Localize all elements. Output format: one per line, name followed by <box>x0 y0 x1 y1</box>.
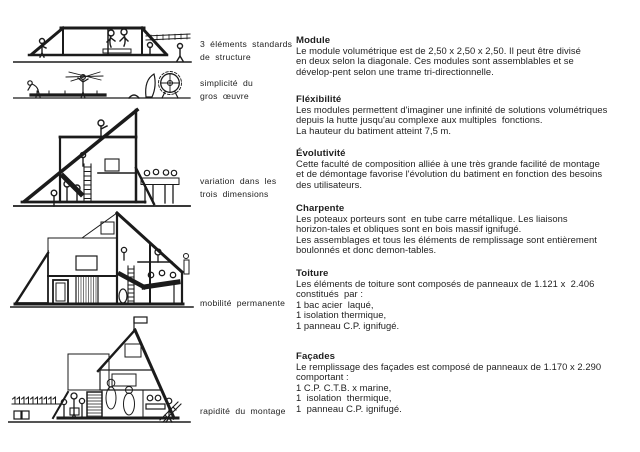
section-toiture <box>296 268 638 331</box>
door-with-slats <box>87 392 102 418</box>
body-line: 1 C.P. C.T.B. x marine, <box>296 381 392 393</box>
body-line: 1 isolation thermique, <box>296 309 387 321</box>
facade-dark-panel <box>68 354 109 390</box>
section-heading: Fléxibilité <box>296 94 342 105</box>
half-clad-building-section-sketch <box>10 210 195 310</box>
body-line: Les poteaux porteurs sont en tube carre métallique. Les liaisons <box>296 213 568 224</box>
body-line: Les modules permettent d'imaginer une infinité de solutions volumétriques <box>296 104 608 115</box>
body-line: Le module volumétrique est de 2,50 x 2,50 x 2,50. Il peut être divisé <box>296 45 581 56</box>
slat-panel <box>76 276 98 304</box>
section-heading: Évolutivité <box>296 148 346 159</box>
body-line: La hauteur du batiment atteint 7,5 m. <box>296 124 452 136</box>
caption-line: variation dans les <box>200 176 277 186</box>
body-line: dévelop-pent selon une trame tri-directionnelle. <box>296 65 494 77</box>
body-line: en deux selon la diagonale. Ces modules sont assemblables et se <box>296 55 574 67</box>
section-heading: Façades <box>296 351 336 362</box>
roof-left-edge <box>98 330 135 371</box>
sail-shape <box>146 74 155 97</box>
bench-group <box>141 169 179 203</box>
body-line: 1 panneau C.P. ignifugé. <box>296 402 402 414</box>
outside-figure <box>184 254 190 275</box>
body-line: boulonnés et donc demon-tables. <box>296 244 437 256</box>
door <box>53 280 68 304</box>
lower-dark-panel <box>102 390 143 418</box>
caption-line: de structure <box>200 51 251 62</box>
structure-frame-erection-sketch <box>13 16 193 66</box>
three-dimensional-frame-sketch <box>13 106 193 212</box>
section-module <box>296 35 638 77</box>
window-panel <box>76 256 97 270</box>
section-heading: Charpente <box>296 203 345 214</box>
section-evolutivite <box>296 148 638 190</box>
body-line: comportant : <box>296 371 349 383</box>
section-facades <box>296 351 638 414</box>
left-strut <box>53 392 68 418</box>
body-line: et de démontage favorise l'évolution du batiment en fonction des besoins <box>296 168 603 180</box>
body-line: Le remplissage des façades est composé de panneaux de 1.170 x 2.290 <box>296 361 602 372</box>
caption-line: mobilité permanente <box>200 298 286 308</box>
interior-ladder <box>128 266 134 304</box>
roof-window <box>101 222 114 234</box>
roof-right-edge <box>135 330 174 418</box>
white-silhouettes <box>106 379 135 415</box>
body-line: depuis la hutte jusqu'au complexe aux multiples fonctions. <box>296 114 543 126</box>
caption-gros-oeuvre <box>200 77 253 102</box>
section-charpente <box>296 203 638 256</box>
crates <box>14 411 29 419</box>
caption-rapidite <box>200 405 286 418</box>
caption-variation <box>200 175 276 200</box>
caption-line: trois dimensions <box>200 188 269 199</box>
body-line: Les éléments de toiture sont composés de panneaux de 1.121 x 2.406 <box>296 278 595 289</box>
body-line: Les assemblages et tous les éléments de remplissage sont entièrement <box>296 233 597 245</box>
cable-wheel <box>159 72 182 99</box>
caption-line: gros œuvre <box>200 90 249 101</box>
section-heading: Module <box>296 35 331 46</box>
body-line: horizon-tales et obliques sont en bois massif ignifugé. <box>296 223 522 235</box>
ladder <box>84 164 91 202</box>
finished-building-sketch <box>8 316 193 428</box>
body-line: 1 panneau C.P. ignifugé. <box>296 319 400 331</box>
tier-window <box>112 374 136 386</box>
caption-mobilite <box>200 297 285 310</box>
body-line: constitués par : <box>296 288 364 300</box>
roof-window <box>125 344 141 357</box>
caption-line: simplicité du <box>200 78 254 88</box>
caption-line: rapidité du montage <box>200 406 286 416</box>
body-line: 1 isolation thermique, <box>296 392 392 404</box>
groundwork-site-sketch <box>13 70 193 104</box>
section-flexibilite <box>296 94 638 136</box>
section-heading: Toiture <box>296 268 329 279</box>
portal-frame <box>29 28 167 55</box>
flag <box>134 317 147 330</box>
body-line: 1 bac acier laqué, <box>296 298 374 310</box>
body-line: Cette faculté de composition alliée à une très grande facilité de montage <box>296 158 600 169</box>
caption-line: 3 éléments standards <box>200 39 293 49</box>
fence <box>12 397 60 404</box>
caption-structure <box>200 38 292 63</box>
window-panel <box>105 159 119 171</box>
body-line: des utilisateurs. <box>296 178 362 190</box>
